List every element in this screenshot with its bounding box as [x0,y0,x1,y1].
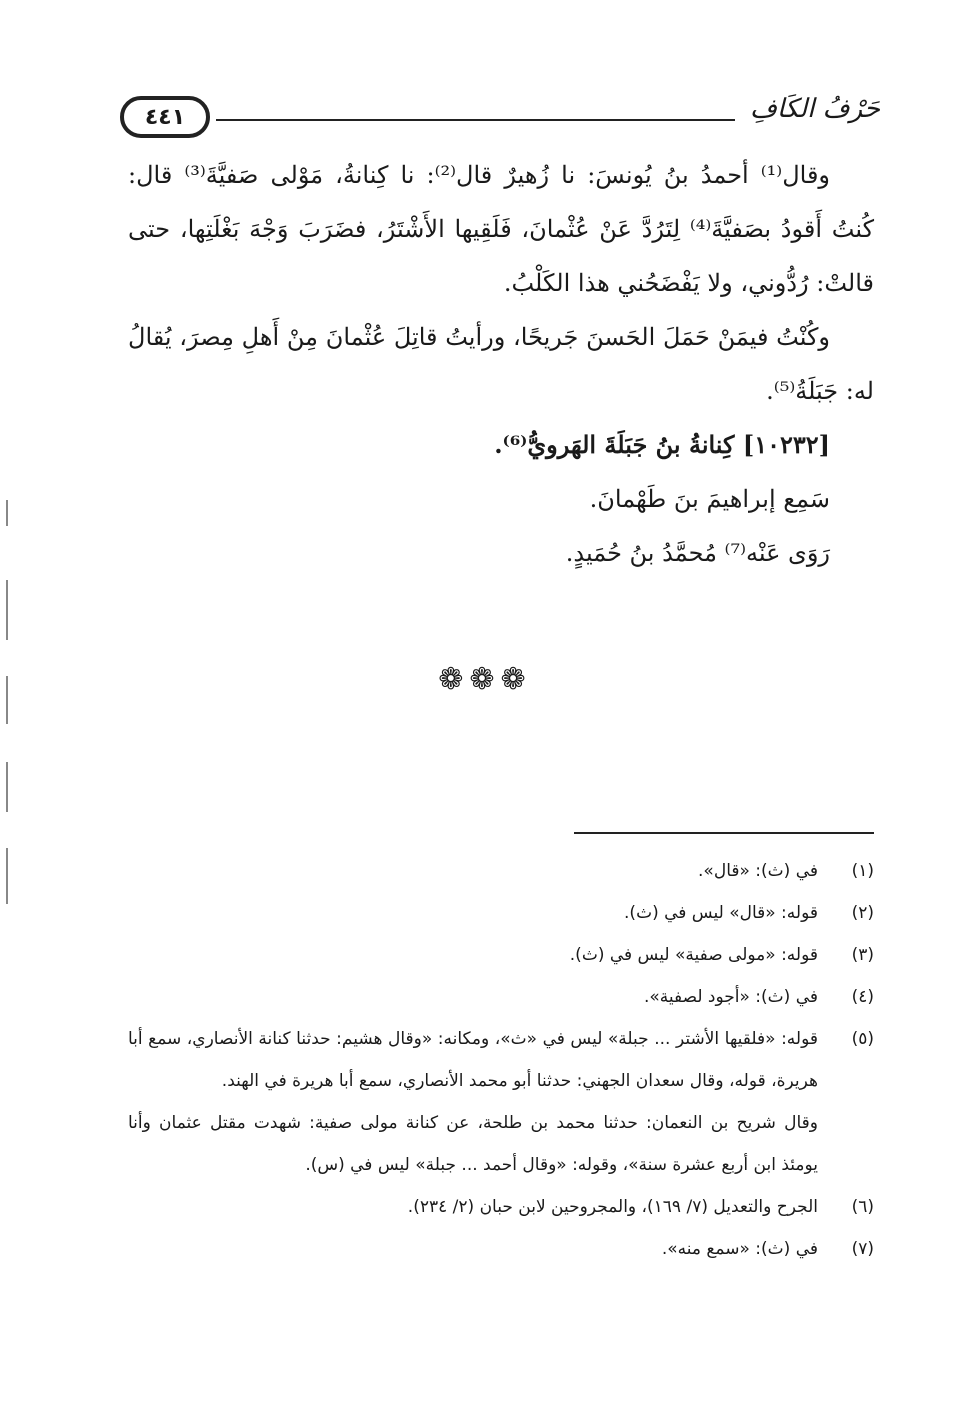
footnote-number: (٥) [851,1029,874,1049]
footnote-text: في (ث): «أجود لصفية». [643,987,818,1007]
footnote-number: (٧) [851,1239,874,1259]
scan-edge-mark [6,500,8,526]
scan-edge-mark [6,848,8,904]
page-number-badge [120,96,210,138]
footnote-rule [574,832,874,834]
scan-edge-mark [6,580,8,640]
footnote [128,976,874,1018]
entry-heading: [١٠٢٣٢] كِنانةُ بنُ جَبَلَةَ الهَرويُّ⁽⁶⁾. [494,430,830,459]
footnote-number: (٣) [851,945,874,965]
footnote-number: (١) [851,861,874,881]
page-number: ٤٤١ [144,104,186,130]
footnote [128,1186,874,1228]
page-header [120,92,880,148]
footnote-number: (٢) [851,903,874,923]
footnote-text: قوله: «قال» ليس في (ث). [624,903,818,923]
header-rule [216,119,735,121]
paragraph-1: وقال⁽¹⁾ أحمدُ بنُ يُونسَ: نا زُهيرٌ قال⁽²⁾: نا كِنانةُ، مَوْلى صَفيَّةَ⁽³⁾ قال: كُنتُ أَقودُ بصَفيَّةَ⁽⁴⁾ لِتَرُدَّ عَنْ عُثْمانَ، فَلَقِيها الأَشْتَرُ، فضَرَبَ وَجْهَ بَغْلَتِها، حتى قالتْ: رُدُّوني، ولا يَفْضَحُني هذا الكَلْبُ. [128,161,875,297]
footnote-text: قوله: «مولى صفية» ليس في (ث). [569,945,818,965]
footnotes [128,850,874,1270]
footnote-number: (٦) [851,1197,874,1217]
footnote [128,1018,874,1186]
footnote [128,1228,874,1270]
footnote-text: قوله: «فلقيها الأشتر ... جبلة» ليس في «ث»، ومكانه: «وقال هشيم: حدثنا كنانة الأنصاري، سمع أبا هريرة، قوله، وقال سعدان الجهني: حدثنا أبو محمد الأنصاري، سمع أبا هريرة في الهند. [128,1029,818,1091]
scan-edge-mark [6,676,8,724]
footnote [128,892,874,934]
scan-edge-mark [6,762,8,812]
main-text [128,148,874,580]
entry-narrated-line: رَوَى عَنْه⁽⁷⁾ مُحمَّدُ بنُ حُمَيدٍ. [565,539,830,567]
footnote [128,934,874,976]
footnote-text: الجرح والتعديل (٧/ ١٦٩)، والمجروحين لابن حبان (٢/ ٢٣٤). [407,1197,818,1217]
section-ornament: ❁❁❁ [438,662,532,697]
running-head: حَرْفُ الكَافِ [749,94,880,124]
paragraph-2: وكُنْتُ فيمَنْ حَمَلَ الحَسنَ جَريحًا، ورأيتُ قاتِلَ عُثْمانَ مِنْ أَهلِ مِصرَ، يُقالُ له: جَبَلَةُ⁽⁵⁾. [128,323,874,405]
footnote [128,850,874,892]
entry-heard-line: سَمِع إبراهيمَ بنَ طَهْمانَ. [589,485,830,513]
footnote-text: في (ث): «قال». [698,861,818,881]
footnote-text-continued: وقال شريح بن النعمان: حدثنا محمد بن طلحة، عن كنانة مولى صفية: شهدت مقتل عثمان وأنا يومئذ ابن أربع عشرة سنة»، وقوله: «وقال أحمد ... جبلة» ليس في (س). [128,1113,818,1175]
footnote-text: في (ث): «سمع منه». [661,1239,818,1259]
footnote-number: (٤) [851,987,874,1007]
